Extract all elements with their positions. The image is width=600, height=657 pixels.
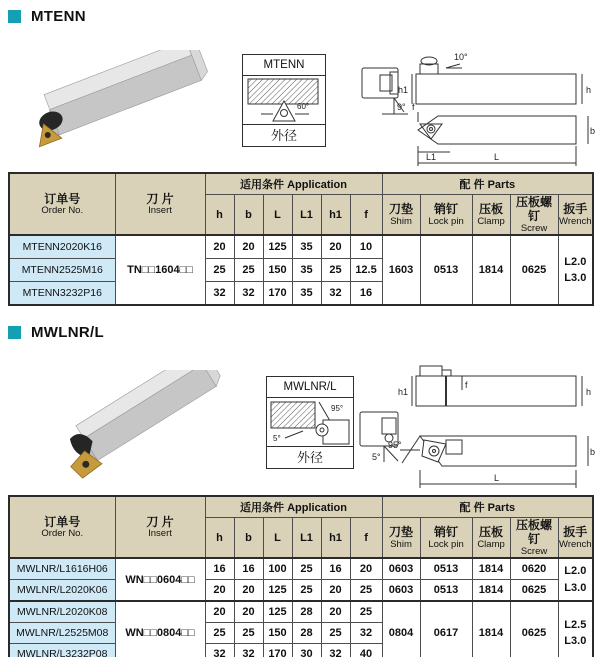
spec-cell: 170 (263, 644, 292, 657)
clamp-cell: 1814 (472, 601, 510, 657)
spec-cell: 35 (292, 235, 321, 259)
dim-h: h (586, 387, 592, 397)
spec-cell: 125 (263, 580, 292, 602)
mtenn-technical-drawing (354, 46, 596, 170)
spec-cell: 20 (234, 235, 263, 259)
dim-b: b (590, 447, 596, 457)
header-h1: h1 (321, 195, 350, 236)
header-wrench: 扳手 Wrench (558, 195, 593, 236)
turning-diagram (243, 76, 323, 124)
header-screw: 压板螺钉 Screw (510, 195, 558, 236)
header-clamp: 压板 Clamp (472, 195, 510, 236)
application-box-title: MWLNR/L (267, 377, 353, 398)
shim-cell: 0603 (382, 580, 420, 602)
spec-cell: 32 (321, 282, 350, 306)
header-screw: 压板螺钉 Screw (510, 518, 558, 559)
header-order-no: 订单号 Order No. (9, 496, 115, 558)
spec-cell: 32 (205, 644, 234, 657)
spec-cell: 32 (234, 282, 263, 306)
order-no-cell: MWLNR/L2525M08 (9, 623, 115, 644)
header-lock-pin: 销钉 Lock pin (420, 518, 472, 559)
spec-cell: 25 (234, 259, 263, 282)
spec-cell: 20 (321, 235, 350, 259)
dim-L: L (494, 473, 500, 483)
spec-cell: 150 (263, 259, 292, 282)
spec-cell: 20 (234, 580, 263, 602)
application-box-title: MTENN (243, 55, 325, 76)
lock-pin-cell: 0617 (420, 601, 472, 657)
header-insert: 刀 片 Insert (115, 173, 205, 235)
dim-f: f (412, 102, 415, 112)
dim-L1: L1 (426, 152, 437, 162)
spec-cell: 28 (292, 623, 321, 644)
dim-lead-angle: 95° (388, 440, 402, 450)
dim-f: f (465, 380, 468, 390)
clamp-cell: 1814 (472, 558, 510, 580)
spec-cell: 20 (205, 580, 234, 602)
section-title: MTENN (31, 7, 86, 25)
screw-cell: 0625 (510, 601, 558, 657)
spec-cell: 10 (350, 235, 382, 259)
header-parts: 配 件 Parts (382, 496, 593, 518)
spec-cell: 25 (350, 580, 382, 602)
spec-cell: 20 (350, 558, 382, 580)
clamp-cell: 1814 (472, 235, 510, 305)
spec-cell: 20 (321, 601, 350, 623)
wrench-cell: L2.0 L3.0 (558, 558, 593, 601)
header-application: 适用条件 Application (205, 496, 382, 518)
dim-h: h (586, 85, 592, 95)
header-L1: L1 (292, 518, 321, 559)
header-order-no: 订单号 Order No. (9, 173, 115, 235)
section-bullet-icon (8, 10, 21, 23)
spec-cell: 20 (205, 235, 234, 259)
table-row (9, 601, 593, 623)
lead-angle-label: 95° (331, 404, 344, 413)
spec-cell: 125 (263, 601, 292, 623)
header-f: f (350, 518, 382, 559)
spec-cell: 32 (321, 644, 350, 657)
spec-cell: 20 (234, 601, 263, 623)
spec-cell: 40 (350, 644, 382, 657)
header-lock-pin: 销钉 Lock pin (420, 195, 472, 236)
spec-cell: 25 (321, 259, 350, 282)
spec-cell: 32 (350, 623, 382, 644)
order-no-cell: MTENN2020K16 (9, 235, 115, 259)
dim-top-angle: 10° (454, 52, 468, 62)
header-h: h (205, 518, 234, 559)
header-L: L (263, 195, 292, 236)
spec-cell: 25 (350, 601, 382, 623)
insert-cell: WN□□0604□□ (115, 558, 205, 601)
table-row (9, 580, 593, 602)
mwlnr-application-box (266, 376, 354, 469)
screw-cell: 0625 (510, 235, 558, 305)
insert-angle-label: 60° (297, 102, 310, 111)
spec-cell: 25 (292, 558, 321, 580)
spec-cell: 16 (234, 558, 263, 580)
side-angle-label: 5° (273, 434, 281, 443)
dim-end-angle: 5° (372, 452, 381, 462)
spec-cell: 20 (321, 580, 350, 602)
spec-cell: 25 (234, 623, 263, 644)
turning-diagram (267, 398, 351, 446)
application-box-caption: 外径 (296, 450, 323, 465)
mtenn-application-box (242, 54, 326, 147)
lock-pin-cell: 0513 (420, 235, 472, 305)
mwlnr-technical-drawing (354, 364, 596, 496)
header-clamp: 压板 Clamp (472, 518, 510, 559)
header-h: h (205, 195, 234, 236)
dim-b: b (590, 126, 596, 136)
header-application: 适用条件 Application (205, 173, 382, 195)
header-wrench: 扳手 Wrench (558, 518, 593, 559)
spec-cell: 32 (205, 282, 234, 306)
insert-cell: TN□□1604□□ (115, 235, 205, 305)
spec-cell: 150 (263, 623, 292, 644)
mwlnr-product-photo (50, 370, 240, 485)
clamp-cell: 1814 (472, 580, 510, 602)
section-header-mtenn (8, 8, 86, 24)
spec-cell: 35 (292, 259, 321, 282)
spec-cell: 20 (205, 601, 234, 623)
spec-cell: 28 (292, 601, 321, 623)
order-no-cell: MWLNR/L2020K08 (9, 601, 115, 623)
insert-cell: WN□□0804□□ (115, 601, 205, 657)
spec-cell: 16 (350, 282, 382, 306)
spec-cell: 16 (205, 558, 234, 580)
header-L1: L1 (292, 195, 321, 236)
dim-h1: h1 (398, 387, 409, 397)
spec-cell: 16 (321, 558, 350, 580)
order-no-cell: MWLNR/L1616H06 (9, 558, 115, 580)
header-parts: 配 件 Parts (382, 173, 593, 195)
header-shim: 刀垫 Shim (382, 195, 420, 236)
order-no-cell: MTENN2525M16 (9, 259, 115, 282)
shim-cell: 1603 (382, 235, 420, 305)
spec-cell: 125 (263, 235, 292, 259)
application-box-diagram (243, 76, 325, 125)
spec-cell: 35 (292, 282, 321, 306)
spec-cell: 25 (321, 623, 350, 644)
lock-pin-cell: 0513 (420, 558, 472, 580)
shim-cell: 0804 (382, 601, 420, 657)
table-row (9, 235, 593, 259)
section-header-mwlnr (8, 324, 104, 340)
wrench-cell: L2.0 L3.0 (558, 235, 593, 305)
application-box-diagram (267, 398, 353, 447)
mtenn-spec-table (8, 172, 594, 306)
header-shim: 刀垫 Shim (382, 518, 420, 559)
section-bullet-icon (8, 326, 21, 339)
spec-cell: 25 (292, 580, 321, 602)
screw-cell: 0625 (510, 580, 558, 602)
order-no-cell: MWLNR/L2020K06 (9, 580, 115, 602)
spec-cell: 30 (292, 644, 321, 657)
shim-cell: 0603 (382, 558, 420, 580)
mwlnr-spec-table (8, 495, 594, 657)
section-title: MWLNR/L (31, 323, 104, 341)
dim-h1: h1 (398, 85, 409, 95)
dim-end-angle: 9° (397, 102, 406, 112)
header-h1: h1 (321, 518, 350, 559)
dim-L: L (494, 152, 500, 162)
header-b: b (234, 518, 263, 559)
spec-cell: 100 (263, 558, 292, 580)
application-box-caption: 外径 (270, 128, 297, 143)
header-insert: 刀 片 Insert (115, 496, 205, 558)
lock-pin-cell: 0513 (420, 580, 472, 602)
order-no-cell: MWLNR/L3232P08 (9, 644, 115, 657)
header-L: L (263, 518, 292, 559)
wrench-cell: L2.5 L3.0 (558, 601, 593, 657)
spec-cell: 170 (263, 282, 292, 306)
screw-cell: 0620 (510, 558, 558, 580)
mtenn-product-photo (20, 50, 220, 168)
spec-cell: 12.5 (350, 259, 382, 282)
table-row (9, 558, 593, 580)
order-no-cell: MTENN3232P16 (9, 282, 115, 306)
header-b: b (234, 195, 263, 236)
spec-cell: 25 (205, 259, 234, 282)
spec-cell: 25 (205, 623, 234, 644)
spec-cell: 32 (234, 644, 263, 657)
header-f: f (350, 195, 382, 236)
